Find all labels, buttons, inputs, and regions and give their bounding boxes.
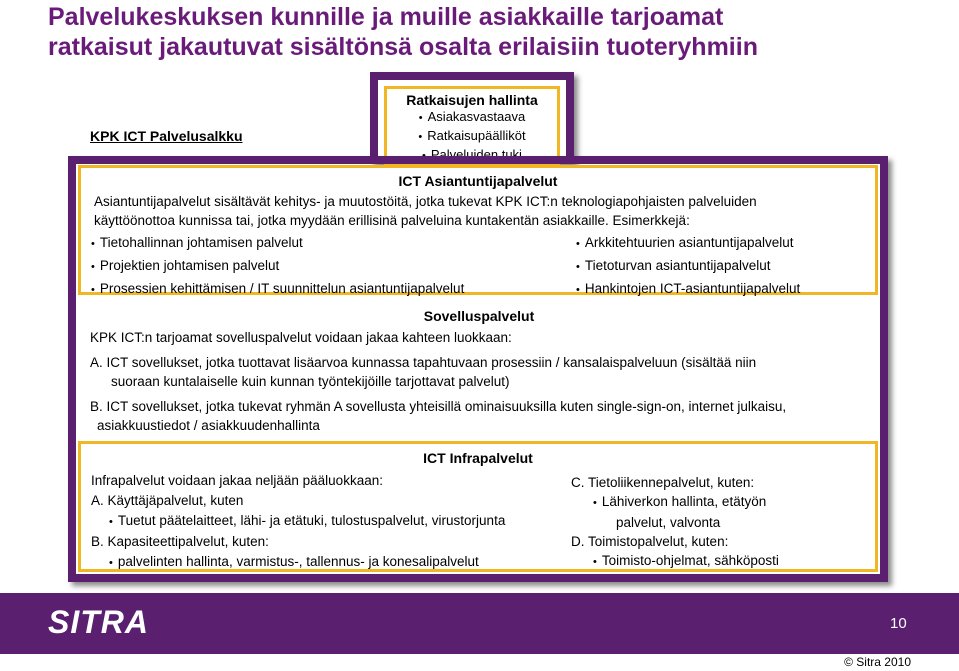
management-item: • Ratkaisupäälliköt <box>387 127 557 146</box>
expert-list-item: • Arkkitehtuurien asiantuntijapalvelut <box>576 232 800 255</box>
slide-title <box>48 2 948 62</box>
application-b-line2: asiakkuustiedot / asiakkuudenhallinta <box>97 418 320 433</box>
infra-c-title: C. Tietoliikennepalvelut, kuten: <box>571 475 755 490</box>
expert-right-list <box>576 232 800 301</box>
infra-d-title: D. Toimistopalvelut, kuten: <box>571 534 729 549</box>
infra-b-title: B. Kapasiteettipalvelut, kuten: <box>91 534 269 549</box>
slide-title-line2: ratkaisut jakautuvat sisältönsä osalta erilaisiin tuoteryhmiin <box>48 33 758 61</box>
application-intro: KPK ICT:n tarjoamat sovelluspalvelut voidaan jakaa kahteen luokkaan: <box>90 330 512 345</box>
application-heading: Sovelluspalvelut <box>423 308 535 324</box>
infra-intro: Infrapalvelut voidaan jakaa neljään pääluokkaan: <box>91 473 383 488</box>
portfolio-label: KPK ICT Palvelusalkku <box>90 128 243 144</box>
infra-services-box <box>78 441 878 572</box>
application-a-line2: suoraan kuntalaiselle kuin kunnan työntekijöille tarjottavat palvelut) <box>111 374 510 389</box>
expert-services-box <box>78 165 878 295</box>
management-item: • Asiakasvastaava <box>387 108 557 127</box>
application-services-box <box>84 302 874 437</box>
expert-intro-line1: Asiantuntijapalvelut sisältävät kehitys- ja muutostöitä, jotka tukevat KPK ICT:n teknologiapohjaisten palveluiden <box>94 194 757 209</box>
infra-c-item-line2: palvelut, valvonta <box>616 515 721 530</box>
sitra-logo: SITRA <box>48 604 149 640</box>
infra-a-item: • Tuetut päätelaitteet, lähi- ja etätuki, tulostuspalvelut, virustorjunta <box>91 511 561 532</box>
page-number: 10 <box>890 615 907 632</box>
management-heading: Ratkaisujen hallinta <box>406 92 538 108</box>
application-a-line1: A. ICT sovellukset, jotka tuottavat lisäarvoa kunnassa tapahtuvaan prosessiin / kansalaispalveluun (sisältää niin <box>90 355 757 370</box>
expert-list-item: • Tietohallinnan johtamisen palvelut <box>91 232 464 255</box>
expert-list-item: • Projektien johtamisen palvelut <box>91 255 464 278</box>
expert-list-item: • Tietoturvan asiantuntijapalvelut <box>576 255 800 278</box>
expert-heading: ICT Asiantuntijapalvelut <box>398 173 558 189</box>
slide-title-line1: Palvelukeskuksen kunnille ja muille asiakkaille tarjoamat <box>48 3 724 31</box>
expert-list-item: • Prosessien kehittämisen / IT suunnittelun asiantuntijapalvelut <box>91 278 464 301</box>
infra-heading: ICT Infrapalvelut <box>423 450 533 466</box>
management-item: • Palveluiden tuki <box>387 146 557 165</box>
management-box <box>370 72 574 164</box>
expert-intro-line2: käyttöönottoa kunnissa tai, jotka myydään erillisinä palveluina kuntakentän asiakkaille. Esimerkkejä: <box>94 213 690 228</box>
infra-a-title: A. Käyttäjäpalvelut, kuten <box>91 493 244 508</box>
application-b-line1: B. ICT sovellukset, jotka tukevat ryhmän A sovellusta yhteisillä ominaisuuksilla kuten single-sign-on, internet julkaisu, <box>90 399 787 414</box>
infra-b-item: • palvelinten hallinta, varmistus-, tallennus- ja konesalipalvelut <box>91 552 561 573</box>
infra-c-item-line1: • Lähiverkon hallinta, etätyön <box>571 492 871 513</box>
expert-list-item: • Hankintojen ICT-asiantuntijapalvelut <box>576 278 800 301</box>
copyright-text: © Sitra 2010 <box>844 655 911 669</box>
expert-left-list <box>91 232 464 301</box>
infra-d-item: • Toimisto-ohjelmat, sähköposti <box>571 551 871 572</box>
